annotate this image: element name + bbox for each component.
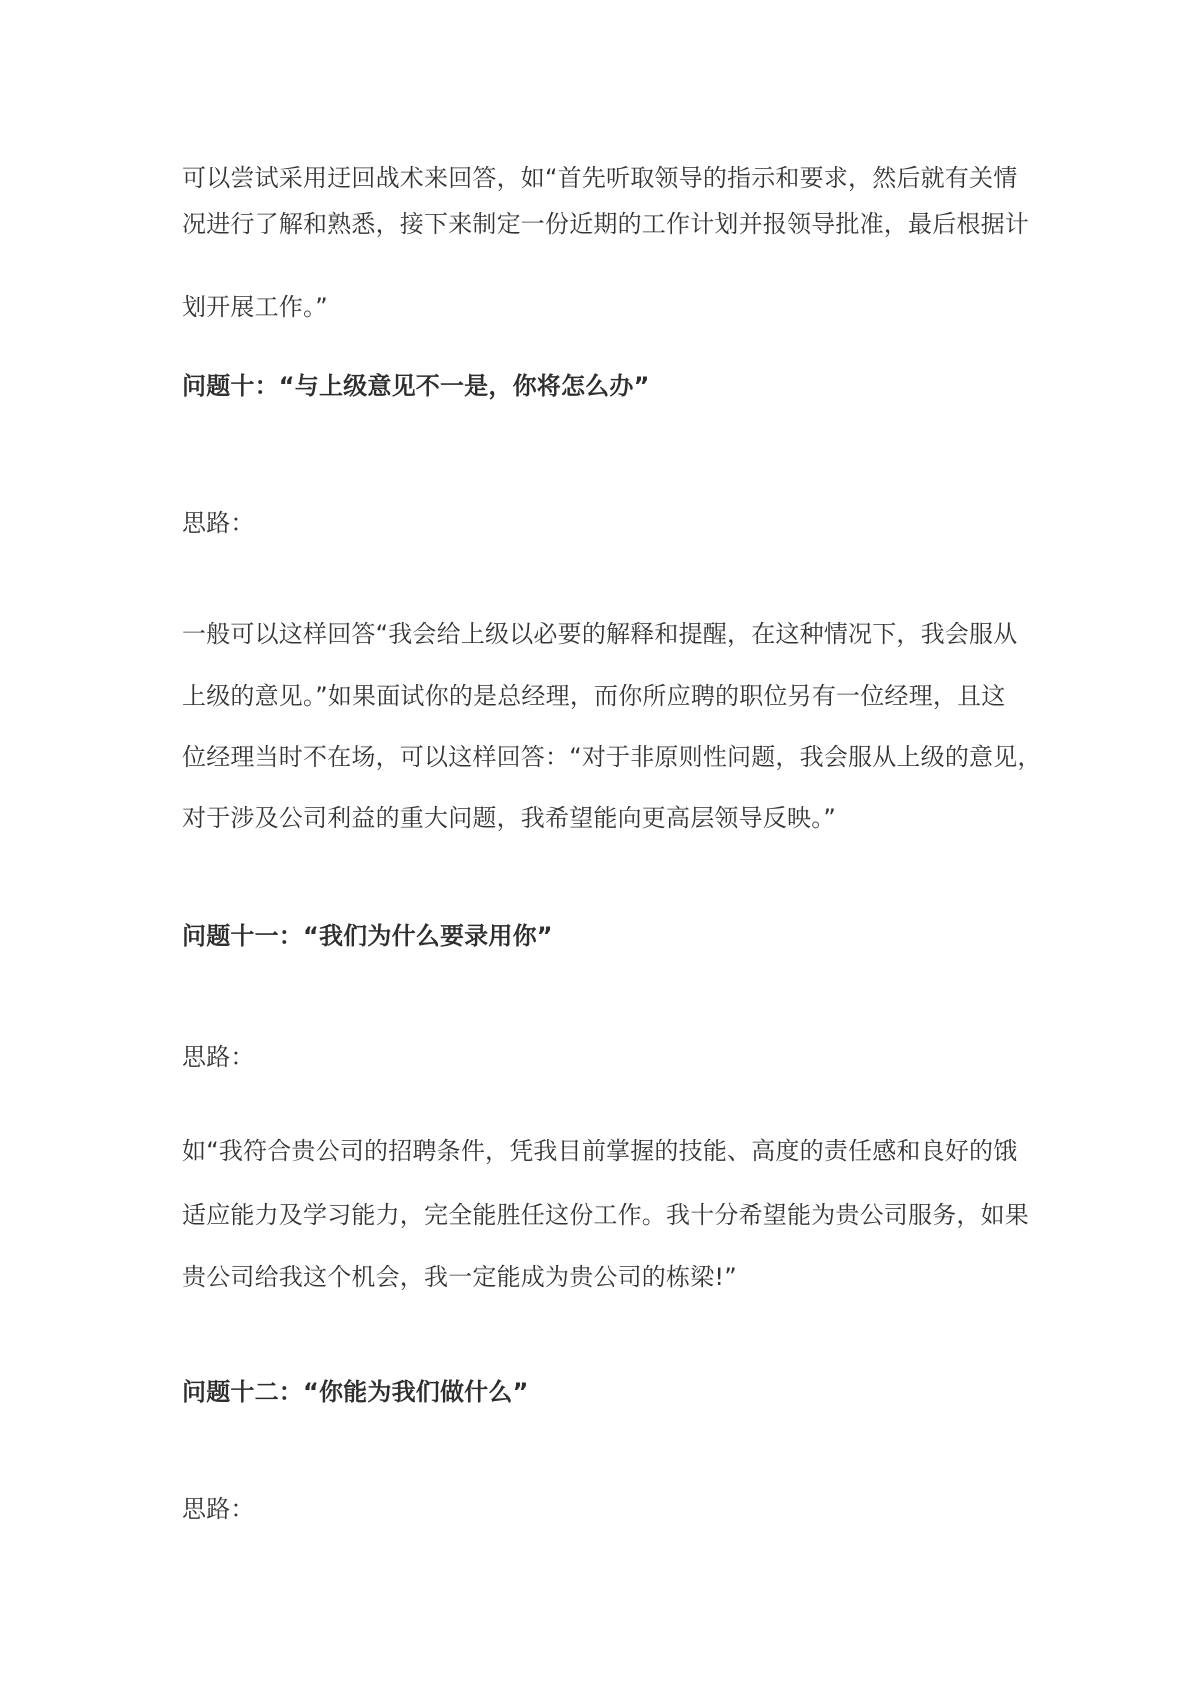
intro-line-3: 划开展工作。” [182,293,328,321]
question-12-thinking-label: 思路： [182,1495,255,1523]
question-10-answer-line-3: 位经理当时不在场，可以这样回答：“对于非原则性问题，我会服从上级的意见， [182,743,1042,771]
question-10-thinking-label: 思路： [182,509,255,537]
question-11-heading: 问题十一：“我们为什么要录用你” [182,922,553,950]
question-11-answer-line-1: 如“我符合贵公司的招聘条件，凭我目前掌握的技能、高度的责任感和良好的饿 [182,1137,1018,1165]
question-10-answer-line-4: 对于涉及公司利益的重大问题，我希望能向更高层领导反映。” [182,804,837,832]
question-11-answer-line-2: 适应能力及学习能力，完全能胜任这份工作。我十分希望能为贵公司服务，如果 [182,1201,1029,1229]
question-12-heading: 问题十二：“你能为我们做什么” [182,1378,529,1406]
question-10-answer-line-2: 上级的意见。”如果面试你的是总经理，而你所应聘的职位另有一位经理，且这 [182,682,1006,710]
intro-line-2: 况进行了解和熟悉，接下来制定一份近期的工作计划并报领导批准，最后根据计 [182,210,1029,238]
intro-line-1: 可以尝试采用迂回战术来回答，如“首先听取领导的指示和要求，然后就有关情 [182,164,1018,192]
question-11-thinking-label: 思路： [182,1043,255,1071]
question-10-heading: 问题十：“与上级意见不一是，你将怎么办” [182,372,650,400]
question-11-answer-line-3: 贵公司给我这个机会，我一定能成为贵公司的栋梁!” [182,1263,737,1291]
question-10-answer-line-1: 一般可以这样回答“我会给上级以必要的解释和提醒，在这种情况下，我会服从 [182,620,1018,648]
